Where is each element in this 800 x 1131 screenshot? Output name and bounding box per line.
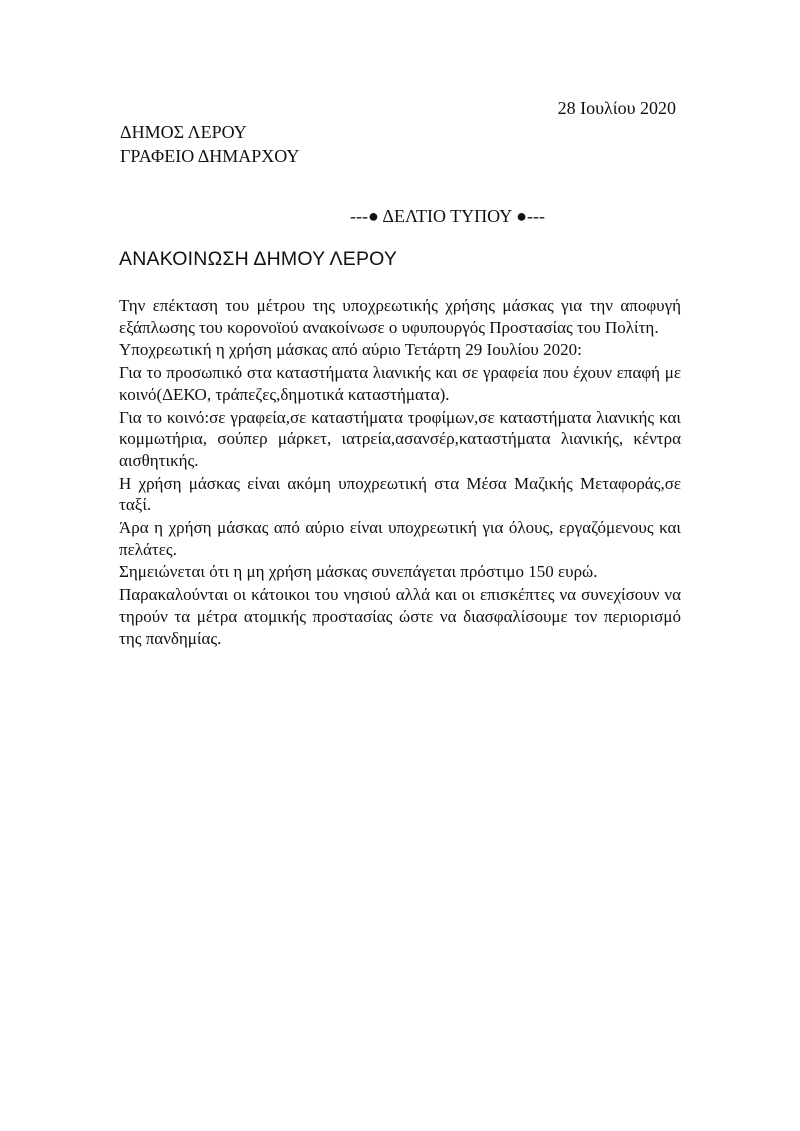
municipality-name: ΔΗΜΟΣ ΛΕΡΟΥ [120, 122, 247, 142]
paragraph-mandatory-date: Υποχρεωτική η χρήση μάσκας από αύριο Τετάρτη 29 Ιουλίου 2020: [119, 340, 582, 360]
paragraph-intro: Την επέκταση του μέτρου της υποχρεωτικής χρήσης μάσκας για την αποφυγή εξάπλωσης του κορονοϊού ανακοίνωσε ο υφυπουργός Προστασίας του Πολίτη. [119, 296, 681, 337]
paragraph-appeal: Παρακαλούνται οι κάτοικοι του νησιού αλλά και οι επισκέπτες να συνεχίσουν να τηρούν τα μέτρα ατομικής προστασίας ώστε να διασφαλίσουμε τον περιορισμό της πανδημίας. [119, 585, 681, 648]
announcement-heading: ΑΝΑΚΟΙΝΩΣΗ ΔΗΜΟΥ ΛΕΡΟΥ [119, 248, 398, 270]
document-date: 28 Ιουλίου 2020 [557, 98, 676, 118]
office-name: ΓΡΑΦΕΙΟ ΔΗΜΑΡΧΟΥ [120, 146, 300, 166]
announcement-body [119, 295, 681, 649]
issuer-block [120, 120, 299, 168]
paragraph-staff: Για το προσωπικό στα καταστήματα λιανικής και σε γραφεία που έχουν επαφή με κοινό(ΔΕΚΟ, τράπεζες,δημοτικά καταστήματα). [119, 363, 681, 404]
press-release-title-row [0, 206, 800, 227]
paragraph-public: Για το κοινό:σε γραφεία,σε καταστήματα τροφίμων,σε καταστήματα λιανικής και κομμωτήρια, σούπερ μάρκετ, ιατρεία,ασανσέρ,καταστήματα λιανικής, κέντρα αισθητικής. [119, 407, 681, 470]
press-release-title: ---● ΔΕΛΤΙΟ ΤΥΠΟΥ ●--- [350, 206, 545, 226]
paragraph-transport: Η χρήση μάσκας είναι ακόμη υποχρεωτική στα Μέσα Μαζικής Μεταφοράς,σε ταξί. [119, 473, 681, 515]
paragraph-everyone: Άρα η χρήση μάσκας από αύριο είναι υποχρεωτική για όλους, εργαζόμενους και πελάτες. [119, 518, 681, 559]
paragraph-fine: Σημειώνεται ότι η μη χρήση μάσκας συνεπάγεται πρόστιμο 150 ευρώ. [119, 562, 598, 582]
